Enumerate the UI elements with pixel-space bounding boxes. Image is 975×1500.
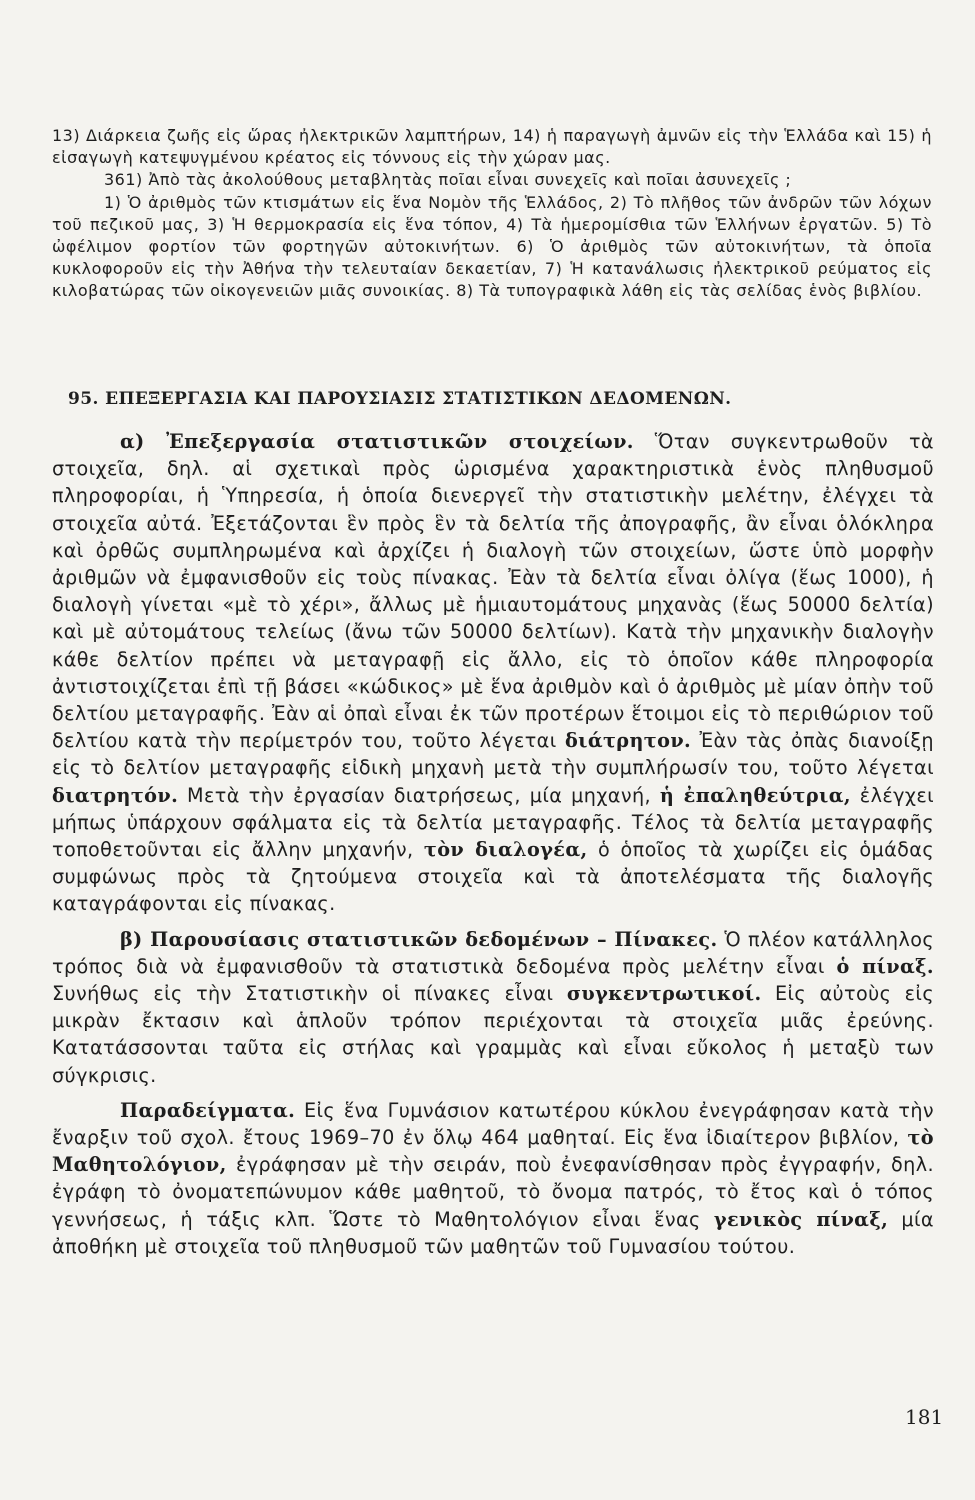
page-number: 181 [905, 1405, 944, 1429]
term-table: ὁ πίναξ. [836, 954, 934, 978]
paragraph-presentation: β) Παρουσίασις στατιστικῶν δεδομένων – Πίνακες. Ὁ πλέον κατάλληλος τρόπος διὰ νὰ ἐμφανισθοῦν τὰ στατιστικὰ δεδομένα πρὸς μελέτην εἶναι ὁ πίναξ. Συνήθως εἰς τὴν Στατιστικὴν οἱ πίνακες εἶναι συγκεντρωτικοί. Εἰς αὐτοὺς εἰς μικρὰν ἔκτασιν καὶ ἁπλοῦν τρόπον περιέχονται τὰ στοιχεῖα μιᾶς ἐρεύνης. Κατατάσσονται ταῦτα εἰς στήλας καὶ γραμμὰς καὶ εἶναι εὔκολος ἡ μεταξὺ των σύγκρισις. [52, 927, 934, 1087]
section-heading: 95. ΕΠΕΞΕΡΓΑΣΙΑ ΚΑΙ ΠΑΡΟΥΣΙΑΣΙΣ ΣΤΑΤΙΣΤΙΚΩΝ ΔΕΔΟΜΕΝΩΝ. [68, 389, 732, 409]
term-diatrition: διάτρητον. [564, 729, 692, 753]
exercise-361-question: 361) Ἀπὸ τὰς ἀκολούθους μεταβλητὰς ποῖαι εἶναι συνεχεῖς καὶ ποῖαι ἀσυνεχεῖς ; [104, 170, 792, 190]
term-register: τὸ Μαθητολόγιον, [52, 1126, 934, 1177]
exercise-361-items: 1) Ὁ ἀριθμὸς τῶν κτισμάτων εἰς ἕνα Νομὸν τῆς Ἑλλάδος, 2) Τὸ πλῆθος τῶν ἀνδρῶν τῶν λόχων τοῦ πεζικοῦ μας, 3) Ἡ θερμοκρασία εἰς ἕνα τόπον, 4) Τὰ ἡμερομίσθια τῶν Ἑλλήνων ἐργατῶν. 5) Τὸ ὠφέλιμον φορτίον τῶν φορτηγῶν αὐτοκινήτων. 6) Ὁ ἀριθμὸς τῶν αὐτοκινήτων, τὰ ὁποῖα κυκλοφοροῦν εἰς τὴν Ἀθήνα τὴν τελευταίαν δεκαετίαν, 7) Ἡ κατανάλωσις ἠλεκτρικοῦ ρεύματος εἰς κιλοβατώρας τῶν οἰκογενειῶν μιᾶς συνοικίας. 8) Τὰ τυπογραφικὰ λάθη εἰς τὰς σελίδας ἑνὸς βιβλίου. [52, 192, 932, 301]
term-sorter: τὸν διαλογέα, [423, 838, 588, 862]
term-verifier: ἡ ἐπαληθεύτρια, [659, 783, 851, 807]
paragraph-processing: α) Ἐπεξεργασία στατιστικῶν στοιχείων. Ὅταν συγκεντρωθοῦν τὰ στοιχεῖα, δηλ. αἱ σχετικαὶ πρὸς ὡρισμένα χαρακτηριστικὰ ἑνὸς πληθυσμοῦ πληροφορίαι, ἡ Ὑπηρεσία, ἡ ὁποία διενεργεῖ τὴν στατιστικὴν μελέτην, ἐλέγχει τὰ στοιχεῖα αὐτά. Ἐξετάζονται ἓν πρὸς ἓν τὰ δελτία τῆς ἀπογραφῆς, ἂν εἶναι ὁλόκληρα καὶ ὀρθῶς συμπληρωμένα καὶ ἀρχίζει ἡ διαλογὴ τῶν στοιχείων, ὥστε ὑπὸ μορφὴν ἀριθμῶν νὰ ἐμφανισθοῦν εἰς τοὺς πίνακας. Ἐὰν τὰ δελτία εἶναι ὀλίγα (ἕως 1000), ἡ διαλογὴ γίνεται «μὲ τὸ χέρι», ἄλλως μὲ ἡμιαυτομάτους μηχανὰς (ἕως 50000 δελτία) καὶ μὲ αὐτομάτους τελείως (ἄνω τῶν 50000 δελτίων). Κατὰ τὴν μηχανικὴν διαλογὴν κάθε δελτίον πρέπει νὰ μεταγραφῇ εἰς ἄλλο, εἰς τὸ ὁποῖον κάθε πληροφορία ἀντιστοιχίζεται ἐπὶ τῇ βάσει «κώδικος» μὲ ἕνα ἀριθμὸν καὶ ὁ ἀριθμὸς μὲ μίαν ὀπὴν τοῦ δελτίου μεταγραφῆς. Ἐὰν αἱ ὀπαὶ εἶναι ἐκ τῶν προτέρων ἕτοιμοι εἰς τὸ περιθώριον τοῦ δελτίου κατὰ τὴν περίμετρόν του, τοῦτο λέγεται διάτρητον. Ἐὰν τὰς ὀπὰς διανοίξῃ εἰς τὸ δελτίον μεταγραφῆς εἰδικὴ μηχανὴ μετὰ τὴν συμπλήρωσίν του, τοῦτο λέγεται διατρητόν. Μετὰ τὴν ἐργασίαν διατρήσεως, μία μηχανή, ἡ ἐπαληθεύτρια, ἐλέγχει μήπως ὑπάρχουν σφάλματα εἰς τὰ δελτία μεταγραφῆς. Τέλος τὰ δελτία μεταγραφῆς τοποθετοῦνται εἰς ἄλλην μηχανήν, τὸν διαλογέα, ὁ ὁποῖος τὰ χωρίζει εἰς ὁμάδας συμφώνως πρὸς τὰ ζητούμενα στοιχεῖα καὶ τὰ ἀποτελέσματα τῆς διαλογῆς καταγράφονται εἰς πίνακας. [52, 430, 934, 916]
exercise-360-tail: 13) Διάρκεια ζωῆς εἰς ὥρας ἠλεκτρικῶν λαμπτήρων, 14) ἡ παραγωγὴ ἀμνῶν εἰς τὴν Ἑλλάδα καὶ 15) ἡ εἰσαγωγὴ κατεψυγμένου κρέατος εἰς τόννους εἰς τὴν χώραν μας. [52, 126, 932, 168]
subheading-processing: α) Ἐπεξεργασία στατιστικῶν στοιχείων. [120, 430, 634, 453]
term-diatriton: διατρητόν. [52, 783, 179, 807]
exercise-block [52, 125, 932, 303]
subheading-examples: Παραδείγματα. [120, 1098, 296, 1122]
term-general-table: γενικὸς πίναξ, [713, 1207, 889, 1231]
subheading-presentation: β) Παρουσίασις στατιστικῶν δεδομένων – Πίνακες. [120, 927, 718, 951]
body-text [52, 428, 934, 1260]
paragraph-examples: Παραδείγματα. Εἰς ἕνα Γυμνάσιον κατωτέρου κύκλου ἐνεγράφησαν κατὰ τὴν ἔναρξιν τοῦ σχολ. ἔτους 1969–70 ἐν ὅλῳ 464 μαθηταί. Εἰς ἕνα ἰδιαίτερον βιβλίον, τὸ Μαθητολόγιον, ἐγράφησαν μὲ τὴν σειράν, ποὺ ἐνεφανίσθησαν πρὸς ἐγγραφήν, δηλ. ἐγράφη τὸ ὀνοματεπώνυμον κάθε μαθητοῦ, τὸ ὄνομα πατρός, τὸ ἔτος καὶ ὁ τόπος γεννήσεως, ἡ τάξις κλπ. Ὥστε τὸ Μαθητολόγιον εἶναι ἕνας γενικὸς πίναξ, μία ἀποθήκη μὲ στοιχεῖα τοῦ πληθυσμοῦ τῶν μαθητῶν τοῦ Γυμνασίου τούτου. [52, 1098, 934, 1258]
term-summary: συγκεντρωτικοί. [566, 982, 762, 1006]
